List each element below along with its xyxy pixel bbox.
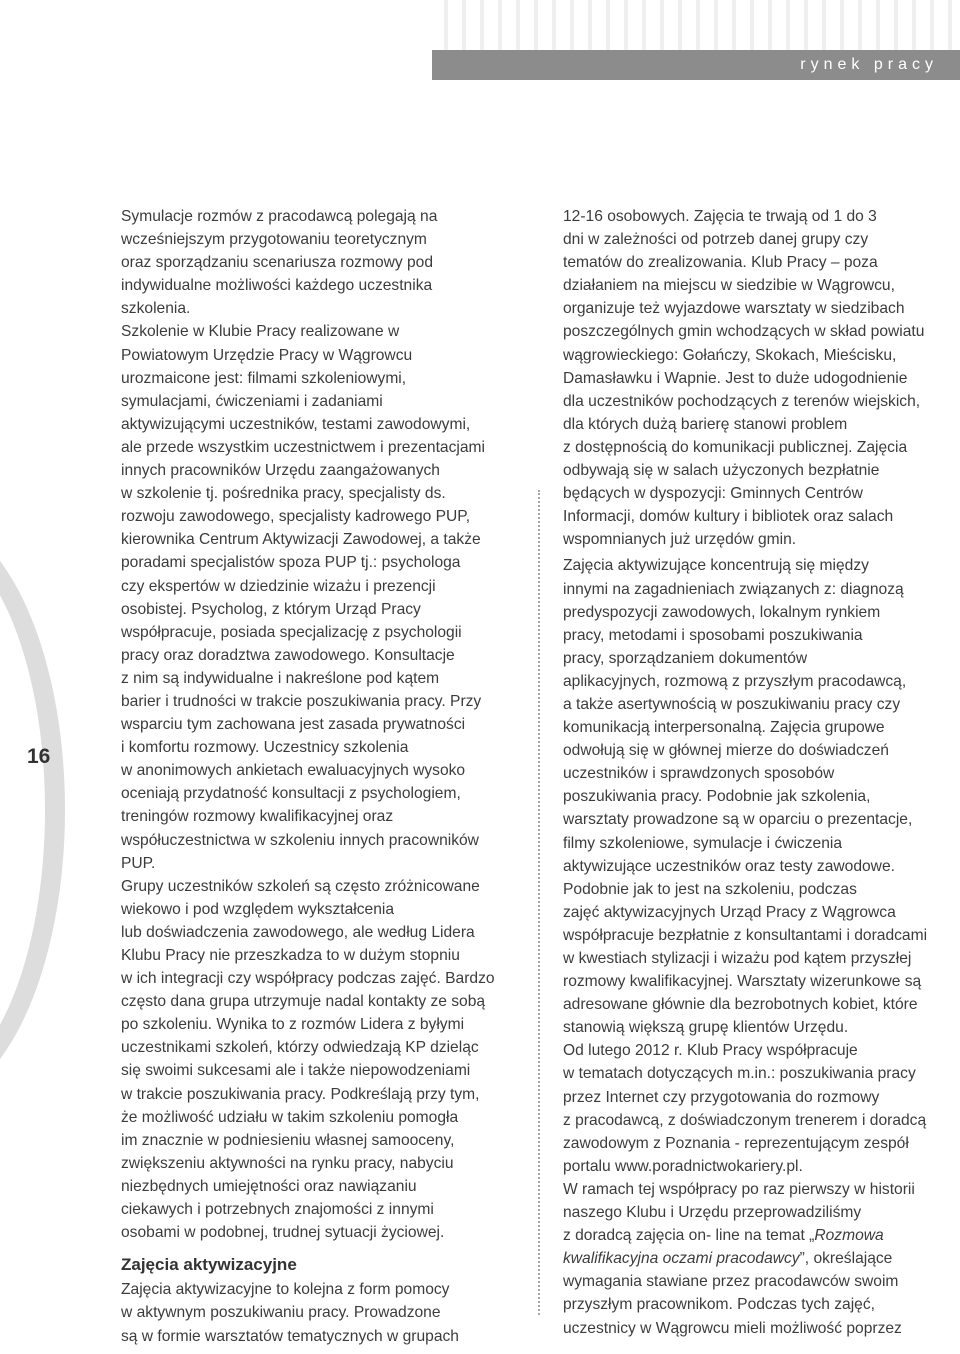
text-line: Informacji, domów kultury i bibliotek oraz salach <box>563 508 894 526</box>
text-line: wsparciu tym zachowana jest zasada prywatności <box>121 716 466 734</box>
text-line: zajęć aktywizacyjnych Urząd Pracy z Wągrowca <box>563 903 896 921</box>
text-line: filmy szkoleniowe, symulacje i ćwiczenia <box>563 834 843 852</box>
text-line: w ich integracji czy współpracy podczas zajęć. Bardzo <box>121 970 495 988</box>
text-line: wcześniejszym przygotowaniu teoretycznym <box>121 231 427 249</box>
text-line: z dostępnością do komunikacji publicznej. Zajęcia <box>563 438 908 456</box>
text-line: kierownika Centrum Aktywizacji Zawodowej, a także <box>121 531 481 549</box>
text-line: urozmaicone jest: filmami szkoleniowymi, <box>121 369 407 387</box>
text-line: są w formie warsztatów tematycznych w grupach <box>121 1327 459 1345</box>
text-line: predyspozycji zawodowych, lokalnym rynkiem <box>563 603 881 621</box>
text-line: organizuje też wyjazdowe warsztaty w siedzibach <box>563 300 905 318</box>
text-line: uczestników i sprawdzonych sposobów <box>563 765 835 783</box>
text-line: poszukiwania pracy. Podobnie jak szkolenia, <box>563 788 871 806</box>
text-line: się swoimi sukcesami ale i także niepowodzeniami <box>121 1062 471 1080</box>
left-column <box>121 205 516 1348</box>
text-line: a także asertywnością w poszukiwaniu pracy czy <box>563 695 901 713</box>
section-heading: Zajęcia aktywizacyjne <box>121 1255 297 1275</box>
text-line: barier i trudności w trakcie poszukiwania pracy. Przy <box>121 692 482 710</box>
text-line: oceniają przydatność konsultacji z psychologiem, <box>121 785 461 803</box>
text-line: adresowane głównie dla bezrobotnych kobiet, które <box>563 996 918 1014</box>
text-line: stanowią większą grupę klientów Urzędu. <box>563 1019 849 1037</box>
text-line: z pracodawcą, z doświadczonym trenerem i doradcą <box>563 1111 927 1129</box>
text-line: ale przede wszystkim uczestnictwem i prezentacjami <box>121 438 485 456</box>
text-line: wągrowieckiego: Gołańczy, Skokach, Mieścisku, <box>563 346 897 364</box>
text-line: innych pracowników Urzędu zaangażowanych <box>121 462 440 480</box>
text-segment: z doradcą zajęcia on- line na temat „ <box>563 1227 815 1245</box>
text-line: W ramach tej współpracy po raz pierwszy w historii <box>563 1180 915 1198</box>
italic-title: Rozmowa <box>814 1227 884 1245</box>
page-number: 16 <box>27 745 51 768</box>
text-line: szkolenia. <box>121 300 191 318</box>
text-line: dla których dużą barierę stanowi problem <box>563 415 848 433</box>
text-line: rozwoju zawodowego, specjalisty kadrowego PUP, <box>121 508 471 526</box>
text-line: lub doświadczenia zawodowego, ale według Lidera <box>121 923 475 941</box>
text-line: rozmowy kwalifikacyjnej. Warsztaty wizerunkowe są <box>563 973 922 991</box>
text-line: 12-16 osobowych. Zajęcia te trwają od 1 do 3 <box>563 208 877 225</box>
text-line: pracy oraz doradztwa zawodowego. Konsultacje <box>121 646 455 664</box>
text-line: Damasławku i Wapnie. Jest to duże udogodnienie <box>563 369 908 387</box>
text-line: PUP. <box>121 854 156 872</box>
text-line: aktywizujące uczestników oraz testy zawodowe. <box>563 857 895 875</box>
text-line: Klubu Pracy nie przeszkadza to w dużym stopniu <box>121 947 460 964</box>
text-line: pracy, sporządzaniem dokumentów <box>563 649 808 667</box>
text-line: poradami specjalistów spoza PUP tj.: psychologa <box>121 554 461 572</box>
text-line: Zajęcia aktywizujące koncentrują się między <box>563 557 869 575</box>
text-line: uczestnicy w Wągrowcu mieli możliwość poprzez <box>563 1319 902 1337</box>
text-segment: ”, określające <box>799 1250 893 1268</box>
text-line: będących w dyspozycji: Gminnych Centrów <box>563 485 863 503</box>
text-line: z nim są indywidualne i nakreślone pod kątem <box>121 669 440 687</box>
text-line: Podobnie jak to jest na szkoleniu, podczas <box>563 880 857 898</box>
text-line: i komfortu rozmowy. Uczestnicy szkolenia <box>121 739 409 757</box>
text-line: Od lutego 2012 r. Klub Pracy współpracuje <box>563 1042 858 1060</box>
text-line: portalu www.poradnictwokariery.pl. <box>563 1157 803 1175</box>
text-line: po szkoleniu. Wynika to z rozmów Lidera z byłymi <box>121 1016 465 1034</box>
text-line: odbywają się w salach użyczonych bezpłatnie <box>563 462 880 480</box>
text-line: innymi na zagadnieniach związanych z: diagnozą <box>563 580 904 598</box>
text-line: osobistej. Psycholog, z którym Urząd Pracy <box>121 600 421 618</box>
text-line: zawodowym z Poznania - reprezentującym zespół <box>563 1134 909 1152</box>
text-line: zwiększeniu aktywności na rynku pracy, nabyciu <box>121 1154 454 1172</box>
text-line: Symulacje rozmów z pracodawcą polegają na <box>121 208 438 225</box>
text-line: warsztaty prowadzone są w oparciu o prezentacje, <box>563 811 913 829</box>
page-edge-arc <box>0 515 65 1105</box>
text-line: w trakcie poszukiwania pracy. Podkreślają przy tym, <box>121 1085 480 1103</box>
text-line: Szkolenie w Klubie Pracy realizowane w <box>121 323 400 341</box>
text-line: Zajęcia aktywizacyjne to kolejna z form pomocy <box>121 1281 450 1299</box>
text-line: Powiatowym Urzędzie Pracy w Wągrowcu <box>121 346 413 364</box>
header-decoration <box>430 0 960 50</box>
text-line: dla uczestników pochodzących z terenów wiejskich, <box>563 392 921 410</box>
text-line: w tematach dotyczących m.in.: poszukiwania pracy <box>563 1065 916 1083</box>
text-line: odwołują się w głównej mierze do doświadczeń <box>563 742 889 760</box>
text-line: wymagania stawiane przez pracodawców swoim <box>563 1273 899 1291</box>
text-line: pracy, metodami i sposobami poszukiwania <box>563 626 863 644</box>
text-line: często dana grupa utrzymuje nadal kontakty ze sobą <box>121 993 486 1011</box>
text-line: indywidualne możliwości każdego uczestnika <box>121 277 433 295</box>
text-line: dni w zależności od potrzeb danej grupy czy <box>563 231 869 249</box>
text-line: wspomnianych już urzędów gmin. <box>563 531 797 549</box>
text-line: aktywizującymi uczestników, testami zawodowymi, <box>121 415 471 433</box>
text-line: w aktywnym poszukiwaniu pracy. Prowadzone <box>121 1304 441 1322</box>
text-line: tematów do zrealizowania. Klub Pracy – poza <box>563 254 878 272</box>
text-line: aplikacyjnych, rozmową z przyszłym pracodawcą, <box>563 672 907 690</box>
text-line: Grupy uczestników szkoleń są często zróżnicowane <box>121 877 480 895</box>
text-line: że możliwość udziału w takim szkoleniu pomogła <box>121 1108 459 1126</box>
text-line <box>563 1247 958 1270</box>
text-line: niezbędnych umiejętności oraz nawiązaniu <box>121 1177 417 1195</box>
text-line: przez Internet czy przygotowania do rozmowy <box>563 1088 880 1106</box>
text-line <box>563 1224 958 1247</box>
text-line: osobami w podobnej, trudnej sytuacji życiowej. <box>121 1224 445 1242</box>
right-column <box>563 205 958 1340</box>
text-line: poszczególnych gmin wchodzących w skład powiatu <box>563 323 925 341</box>
italic-title: kwalifikacyjna oczami pracodawcy <box>563 1250 800 1268</box>
text-line: treningów rozmowy kwalifikacyjnej oraz <box>121 808 394 826</box>
text-line: współpracuje bezpłatnie z konsultantami i doradcami <box>563 926 928 944</box>
text-line: przyszłym pracownikom. Podczas tych zajęć, <box>563 1296 875 1314</box>
text-line: w szkolenie tj. pośrednika pracy, specjalisty ds. <box>121 485 446 503</box>
text-line: czy ekspertów w dziedzinie wizażu i prezencji <box>121 577 436 595</box>
text-line: naszego Klubu i Urzędu przeprowadziliśmy <box>563 1204 862 1222</box>
text-line: im znacznie w podniesieniu własnej samooceny, <box>121 1131 455 1149</box>
text-line: symulacjami, ćwiczeniami i zadaniami <box>121 392 383 410</box>
text-line: współpracuje, posiada specjalizację z psychologii <box>121 623 462 641</box>
text-line: współuczestnictwa w szkoleniu innych pracowników <box>121 831 479 849</box>
text-line: oraz sporządzaniu scenariusza rozmowy pod <box>121 254 434 272</box>
text-line: komunikacją interpersonalną. Zajęcia grupowe <box>563 719 885 737</box>
text-line: uczestnikami szkoleń, którzy odwiedzają KP dzieląc <box>121 1039 479 1057</box>
section-tab <box>432 50 960 80</box>
text-line: w kwestiach stylizacji i wizażu pod kątem przyszłej <box>563 950 912 967</box>
column-divider <box>538 490 540 1315</box>
text-line: ciekawych i potrzebnych znajomości z innymi <box>121 1201 434 1219</box>
section-label: rynek pracy <box>800 56 938 73</box>
text-line: w anonimowych ankietach ewaluacyjnych wysoko <box>121 762 466 780</box>
text-line: wiekowo i pod względem wykształcenia <box>121 900 395 918</box>
text-line: działaniem na miejscu w siedzibie w Wągrowcu, <box>563 277 895 295</box>
